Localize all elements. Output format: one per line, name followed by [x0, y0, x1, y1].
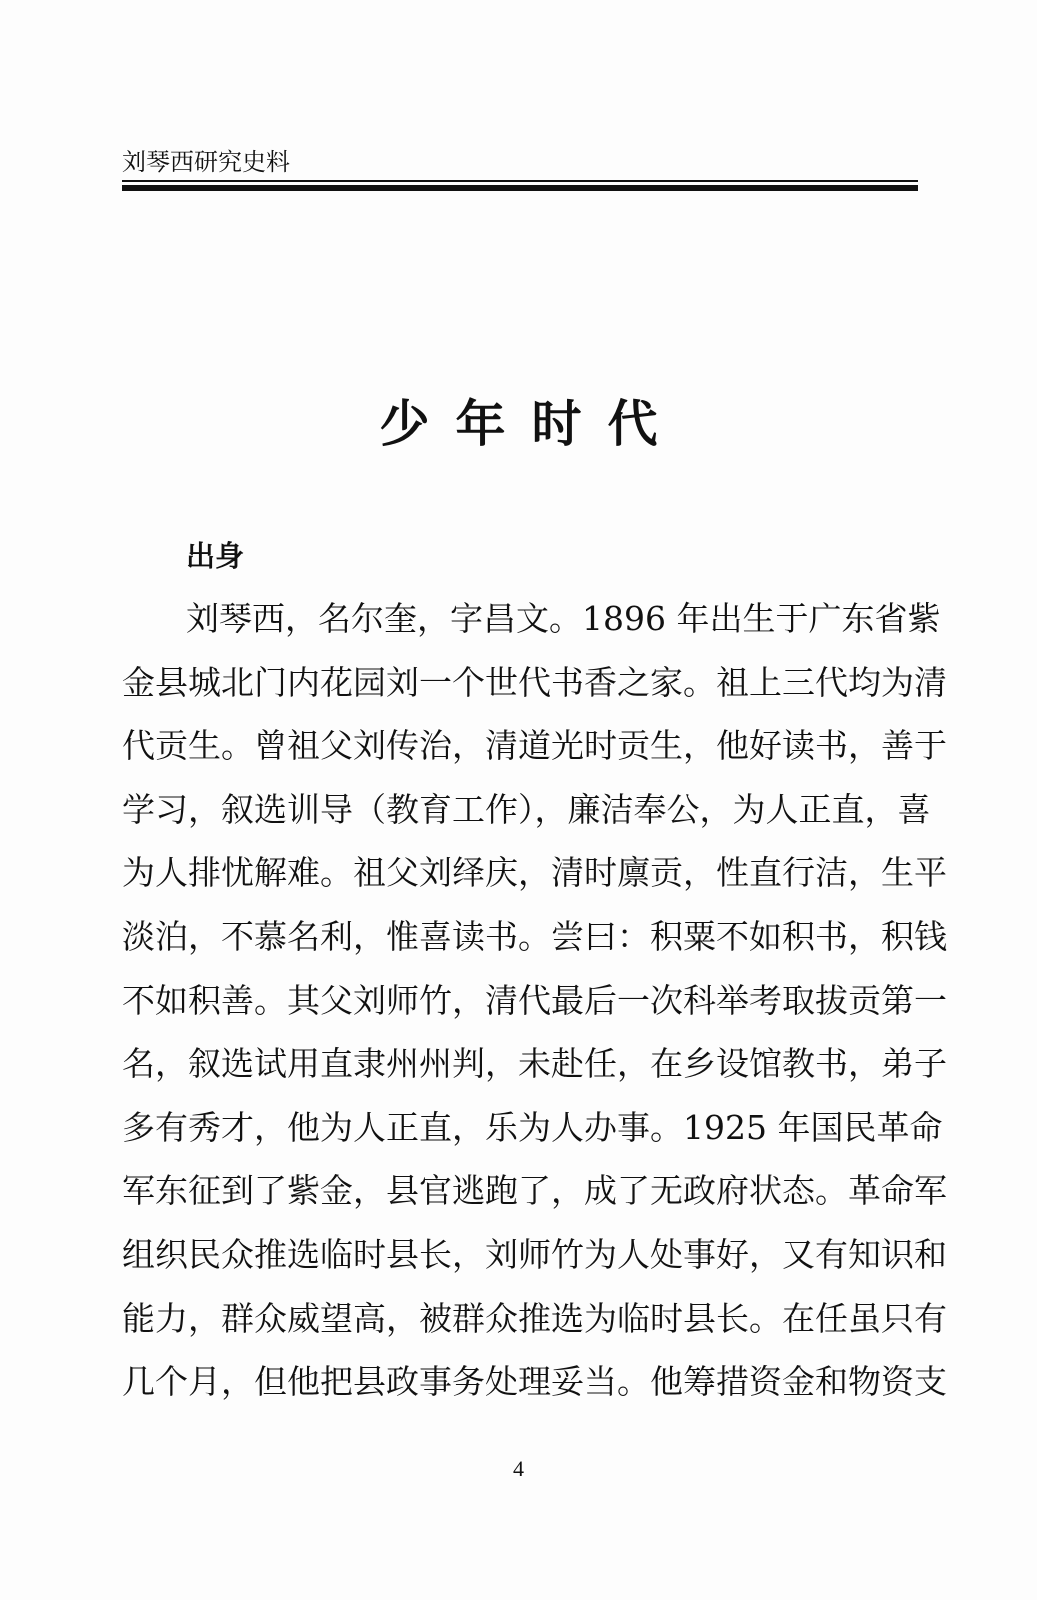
text-line: 能力，群众威望高，被群众推选为临时县长。在任虽只有: [122, 1298, 947, 1338]
text-line: 几个月，但他把县政事务处理妥当。他筹措资金和物资支: [122, 1362, 947, 1402]
text-line: 代贡生。曾祖父刘传治，清道光时贡生，他好读书，善于: [122, 726, 947, 766]
header-rule-thick: [122, 185, 918, 191]
text-line: 多有秀才，他为人正直，乐为人办事。1925 年国民革命: [122, 1107, 943, 1147]
text-line: 淡泊，不慕名利，惟喜读书。尝曰：积粟不如积书，积钱: [122, 916, 947, 956]
text-line: 不如积善。其父刘师竹，清代最后一次科举考取拔贡第一: [122, 980, 947, 1020]
text-line: 为人排忧解难。祖父刘绎庆，清时廪贡，性直行洁，生平: [122, 853, 947, 893]
section-heading: 出身: [186, 539, 245, 573]
text-line: 金县城北门内花园刘一个世代书香之家。祖上三代均为清: [122, 662, 947, 702]
page-number: 4: [513, 1456, 524, 1481]
text-line: 名，叙选试用直隶州州判，未赴任，在乡设馆教书，弟子: [122, 1044, 947, 1084]
text-line: 军东征到了紫金，县官逃跑了，成了无政府状态。革命军: [122, 1171, 947, 1211]
text-line: 组织民众推选临时县长，刘师竹为人处事好，又有知识和: [122, 1234, 947, 1274]
text-line: 刘琴西，名尔奎，字昌文。1896 年出生于广东省紫: [186, 599, 941, 638]
text-line: 学习，叙选训导（教育工作），廉洁奉公，为人正直，喜: [122, 789, 931, 829]
body-paragraph: [122, 593, 947, 1420]
running-header: 刘琴西研究史料: [122, 148, 290, 176]
header-rule-thin: [122, 180, 918, 182]
chapter-title: 少年时代: [379, 394, 684, 453]
